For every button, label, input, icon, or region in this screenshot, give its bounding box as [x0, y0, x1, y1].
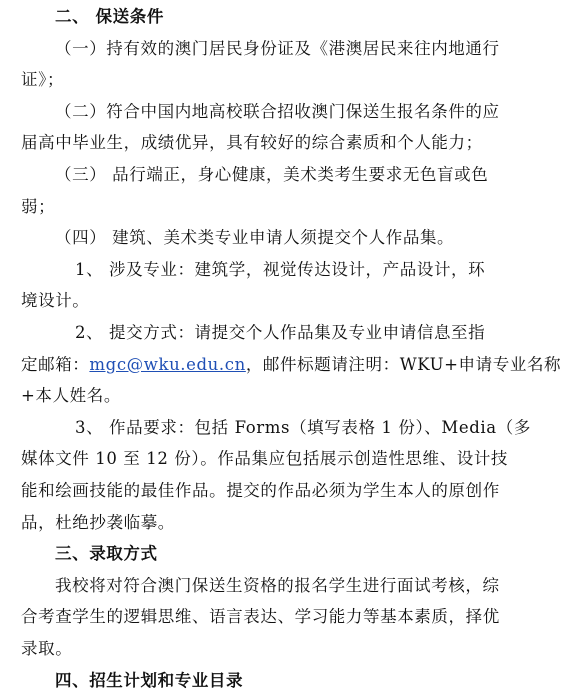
sub-1-line-2: 境设计。 — [21, 291, 90, 311]
section-3-line-3: 录取。 — [21, 639, 73, 658]
section-3-line-1: 我校将对符合澳门保送生资格的报名学生进行面试考核，综 — [55, 575, 500, 595]
sub-2-line-2 — [21, 354, 562, 376]
condition-1-line-2: 证》； — [21, 70, 65, 90]
condition-2-line-2: 届高中毕业生，成绩优异，具有较好的综合素质和个人能力； — [21, 133, 483, 153]
sub-3-line-3: 能和绘画技能的最佳作品。提交的作品必须为学生本人的原创作 — [21, 481, 500, 500]
condition-3-line-1: （三） 品行端正，身心健康，美术类考生要求无色盲或色 — [55, 165, 489, 184]
condition-1-line-1: （一）持有效的澳门居民身份证及《港澳居民来往内地通行 — [55, 38, 500, 58]
section-2-heading: 二、 保送条件 — [55, 7, 164, 26]
sub-2-line-1: 2、 提交方式：请提交个人作品集及专业申请信息至指 — [75, 323, 486, 342]
condition-3-line-2: 弱； — [21, 196, 56, 216]
sub-3-line-2: 媒体文件 10 至 12 份）。作品集应包括展示创造性思维、设计技 — [21, 449, 509, 469]
email-link[interactable]: mgc@wku.edu.cn — [89, 354, 246, 374]
condition-2-line-1: （二）符合中国内地高校联合招收澳门保送生报名条件的应 — [55, 101, 500, 121]
sub-2-line-3: +本人姓名。 — [21, 386, 121, 406]
sub-2-line-2-suffix: ，邮件标题请注明：WKU+申请专业名称 — [245, 354, 562, 374]
section-3-heading: 三、录取方式 — [55, 544, 158, 564]
section-4-heading: 四、招生计划和专业目录 — [55, 670, 244, 690]
sub-3-line-1: 3、 作品要求：包括 Forms（填写表格 1 份）、Media（多 — [75, 417, 531, 437]
sub-2-line-2-prefix: 定邮箱： — [21, 354, 90, 374]
condition-4-line-1: （四） 建筑、美术类专业申请人须提交个人作品集。 — [55, 228, 455, 248]
sub-1-line-1: 1、 涉及专业：建筑学，视觉传达设计，产品设计，环 — [75, 259, 486, 279]
section-3-line-2: 合考查学生的逻辑思维、语言表达、学习能力等基本素质，择优 — [21, 607, 500, 627]
sub-3-line-4: 品，杜绝抄袭临摹。 — [21, 512, 175, 532]
